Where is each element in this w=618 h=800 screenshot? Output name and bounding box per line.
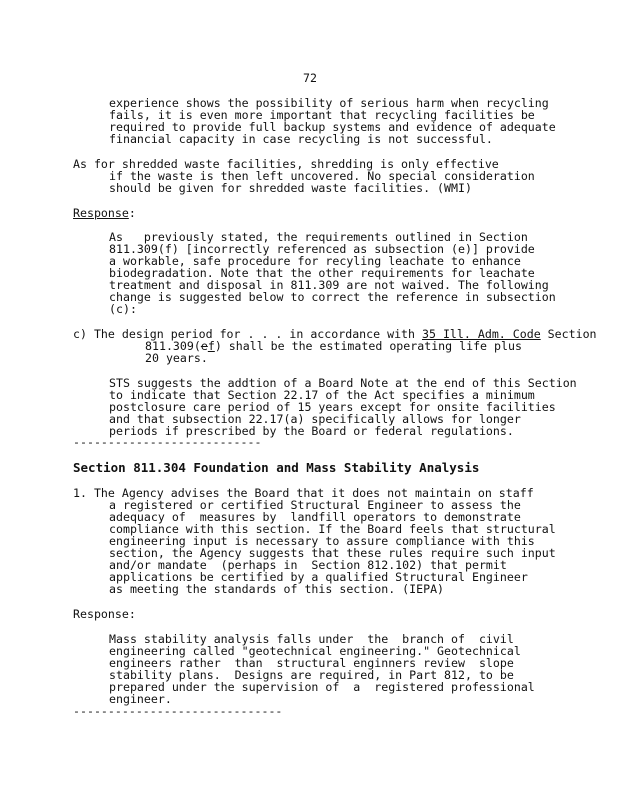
amendment-text: 811.309( xyxy=(145,339,201,353)
text-line: STS suggests the addtion of a Board Note at the end of this Section xyxy=(109,376,577,390)
text-line: engineer. xyxy=(109,692,172,706)
text-line: (c): xyxy=(109,302,137,316)
amendment-text: Section xyxy=(540,327,597,341)
text-line: engineers rather than structural enginners review slope xyxy=(109,656,514,670)
amendment-text: c) The design period for . . . in accordance with xyxy=(73,327,423,341)
divider: ------------------------------ xyxy=(73,704,283,718)
text-line: compliance with this section. If the Board feels that structural xyxy=(109,522,556,536)
text-line: postclosure care period of 15 years except for onsite facilities xyxy=(109,400,556,414)
text-line: periods if prescribed by the Board or federal regulations. xyxy=(109,424,514,438)
inserted-text: f xyxy=(207,339,215,353)
divider: --------------------------- xyxy=(73,435,262,449)
text-line: required to provide full backup systems and evidence of adequate xyxy=(109,120,556,134)
text-line: fails, it is even more important that recycling facilities be xyxy=(109,108,535,122)
text-line: As previously stated, the requirements outlined in Section xyxy=(109,230,528,244)
text-line: as meeting the standards of this section. (IEPA) xyxy=(109,582,445,596)
text-line: 811.309(f) [incorrectly referenced as subsection (e)] provide xyxy=(109,242,535,256)
text-line: adequacy of measures by landfill operators to demonstrate xyxy=(109,510,521,524)
amendment-text: ) shall be the estimated operating life plus xyxy=(214,339,522,353)
text-line: section, the Agency suggests that these rules require such input xyxy=(109,546,556,560)
text-line: a registered or certified Structural Engineer to assess the xyxy=(109,498,521,512)
response-label: Response xyxy=(73,206,129,220)
text-line: should be given for shredded waste facilities. (WMI) xyxy=(109,181,472,195)
struck-text: e xyxy=(200,339,208,353)
text-line: if the waste is then left uncovered. No special consideration xyxy=(109,169,535,183)
page-number: 72 xyxy=(303,71,317,85)
amendment-line: 20 years. xyxy=(145,351,208,365)
text-line: experience shows the possibility of serious harm when recycling xyxy=(109,96,549,110)
text-line: stability plans. Designs are required, in Part 812, to be xyxy=(109,668,514,682)
text-line: treatment and disposal in 811.309 are not waived. The following xyxy=(109,278,549,292)
text-line: and that subsection 22.17(a) specifically allows for longer xyxy=(109,412,521,426)
text-line: and/or mandate (perhaps in Section 812.102) that permit xyxy=(109,558,507,572)
text-line: applications be certified by a qualified Structural Engineer xyxy=(109,570,528,584)
text-line: As for shredded waste facilities, shredding is only effective xyxy=(73,157,499,171)
text-line: 1. The Agency advises the Board that it does not maintain on staff xyxy=(73,486,534,500)
text-line: Mass stability analysis falls under the branch of civil xyxy=(109,632,514,646)
text-line: change is suggested below to correct the reference in subsection xyxy=(109,290,556,304)
response-heading xyxy=(73,207,136,219)
text-line: a workable, safe procedure for recyling leachate to enhance xyxy=(109,254,521,268)
text-line: engineering called "geotechnical engineering." Geotechnical xyxy=(109,644,521,658)
response-colon: : xyxy=(128,206,136,220)
inserted-reference: 35 Ill. Adm. Code xyxy=(422,327,541,341)
text-line: biodegradation. Note that the other requirements for leachate xyxy=(109,266,535,280)
response-heading: Response: xyxy=(73,607,136,621)
text-line: engineering input is necessary to assure compliance with this xyxy=(109,534,535,548)
text-line: financial capacity in case recycling is not successful. xyxy=(109,132,493,146)
section-heading: Section 811.304 Foundation and Mass Stability Analysis xyxy=(73,460,480,475)
text-line: to indicate that Section 22.17 of the Act specifies a minimum xyxy=(109,388,535,402)
text-line: prepared under the supervision of a registered professional xyxy=(109,680,535,694)
